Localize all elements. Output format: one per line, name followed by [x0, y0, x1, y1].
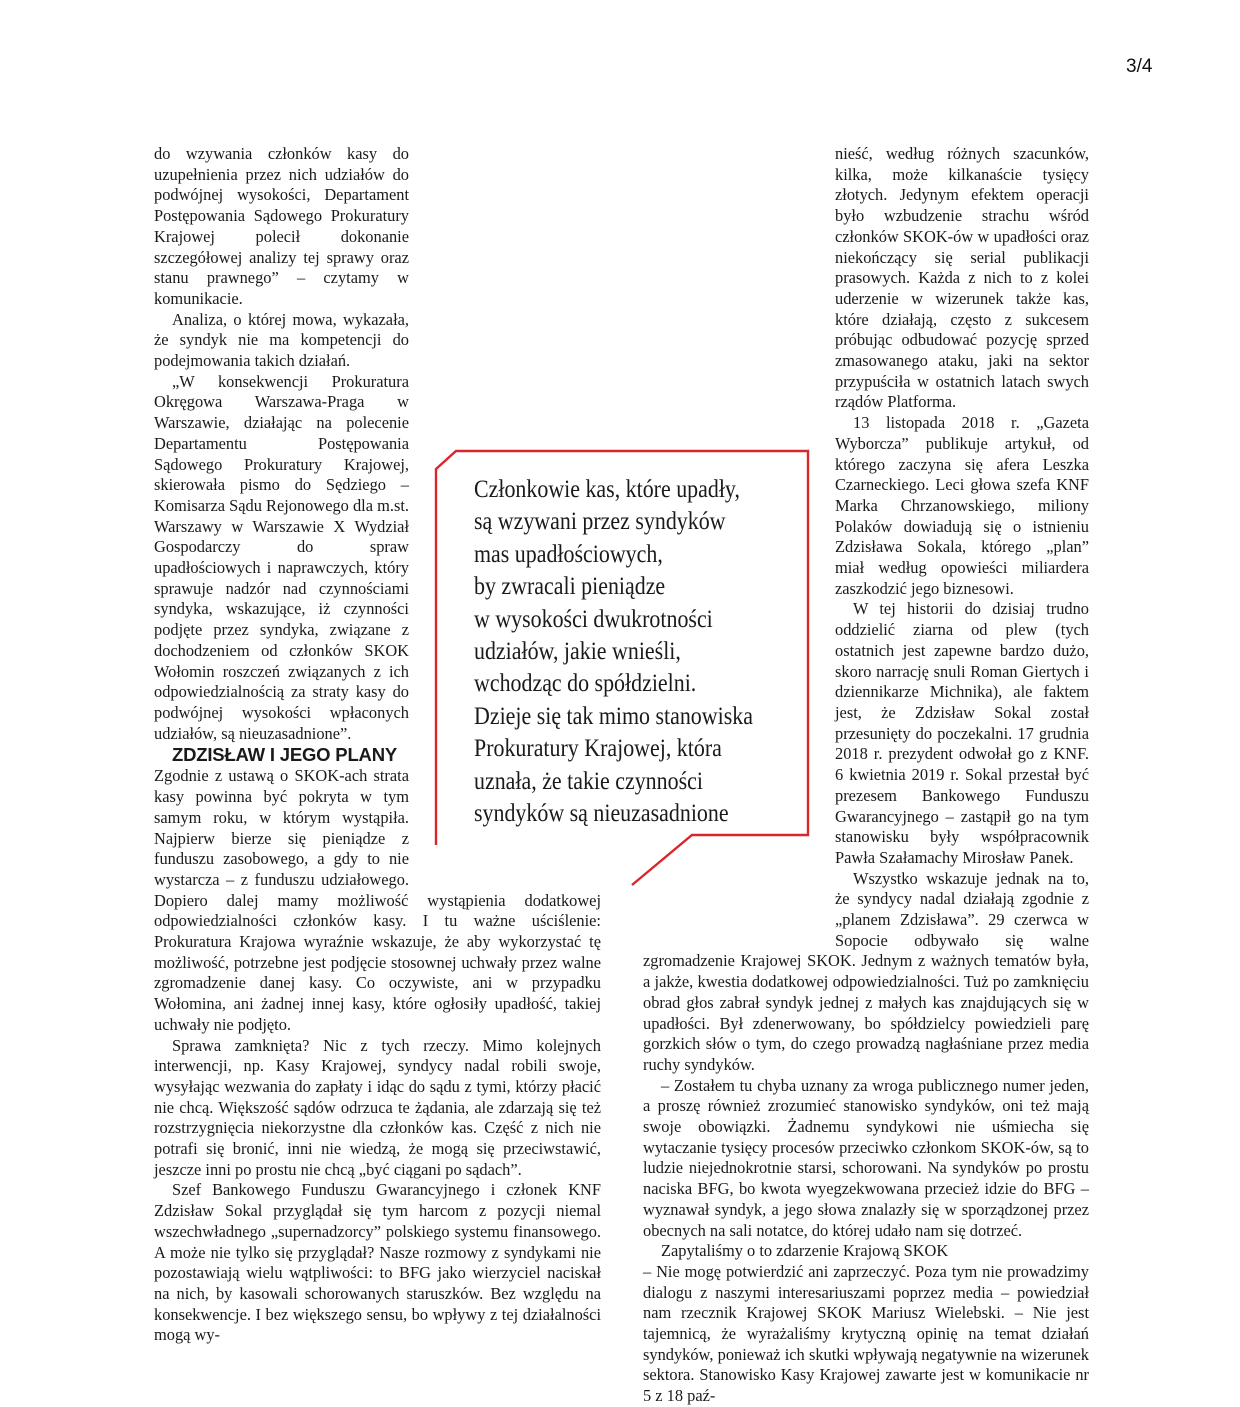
paragraph: Zapytaliśmy o to zdarzenie Krajową SKOK — [661, 1241, 949, 1261]
paragraph: 13 listopada 2018 r. „Gazeta Wyborcza” publikuje artykuł, od którego zaczyna się afera Leszka Czarneckiego. Leci głowa szefa KNF Marka Chrzanowskiego, miliony Polaków dowiadują się o istnieniu Zdzisława Sokala, którego „plan” miał według opowieści miliardera zaszkodzić jego biznesowi. — [835, 413, 1089, 598]
paragraph: Zgodnie z ustawą o SKOK-ach strata kasy powinna być pokryta w tym samym roku, w którym wystąpiła. Najpierw bierze się pieniądze z funduszu zasobowego, a gdy to nie wystarcza – z funduszu udziałowego. Dopiero dalej mamy możliwość wystąpienia dodatkowej odpowiedzialności członków kasy. I tu ważne uściślenie: Prokuratura Krajowa wyraźnie wskazuje, że aby wykorzystać tę możliwość, potrzebne jest podjęcie stosownej uchwały przez walne zgromadzenie danej kasy. Co oczywiste, ani w przypadku Wołomina, ani żadnej innej kasy, które ogłosiły upadłość, takiej uchwały nie podjęto. — [154, 766, 601, 1034]
section-heading: ZDZISŁAW I JEGO PLANY — [172, 744, 398, 766]
paragraph: Wszystko wskazuje jednak na to, że syndycy nadal działają zgodnie z „planem Zdzisława”. 29 czerwca w Sopocie odbywało się walne zgromadzenie Krajowej SKOK. Jednym z ważnych tematów była, a jakże, kwestia dodatkowej odpowiedzialności. Tuż po zamknięciu obrad głos zabrał syndyk jednej z małych kas znajdujących się w upadłości. Był zdenerwowany, bo spółdzielcy powiedzieli parę gorzkich słów o tym, do czego prowadzą nagłaśniane przez media ruchy syndyków. — [643, 868, 1089, 1074]
paragraph: – Nie mogę potwierdzić ani zaprzeczyć. Poza tym nie prowadzimy dialogu z naszymi interesariuszami poprzez media – powiedział nam rzecznik Krajowej SKOK Mariusz Wielebski. – Nie jest tajemnicą, że wyrażaliśmy krytyczną opinię na temat działań syndyków, ponieważ ich skutki wpływają negatywnie na wizerunek sektora. Stanowisko Kasy Krajowej zawarte jest w komunikacie nr 5 z 18 paź- — [643, 1261, 1089, 1406]
paragraph: do wzywania członków kasy do uzupełnienia przez nich udziałów do podwójnej wysokości, Departament Postępowania Sądowego Prokuratury Krajowej polecił dokonanie szczegółowej analizy tej sprawy oraz stanu prawnego” – czytamy w komunikacie. — [154, 144, 409, 308]
paragraph: Sprawa zamknięta? Nic z tych rzeczy. Mimo kolejnych interwencji, np. Kasy Krajowej, syndycy nadal robili swoje, wysyłając wezwania do zapłaty i idąc do sądu z tymi, którzy płacić nie chcą. Większość sądów odrzuca te żądania, ale zdarzają się też rozstrzygnięcia niekorzystne dla członków kas. Część z nich nie potrafi się bronić, inni nie wiedzą, że mogą się przeciwstawić, jeszcze inni po prostu nie chcą „być ciągani po sądach”. — [154, 1035, 601, 1179]
pull-quote-text: Członkowie kas, które upadły, są wzywani przez syndyków mas upadłościowych, by zwracali pieniądze w wysokości dwukrotności udziałów, jakie wnieśli, wchodząc do spółdzielni. Dzieje się tak mimo stanowiska Prokuratury Krajowej, która uznała, że takie czynności syndyków są nieuzasadnione — [474, 474, 753, 828]
paragraph: W tej historii do dzisiaj trudno oddzielić ziarna od plew (tych ostatnich jest zapewne bardzo dużo, skoro narrację snuli Roman Giertych i dziennikarze Michnika), ale faktem jest, że Zdzisław Sokal został przesunięty do poczekalni. 17 grudnia 2018 r. prezydent odwołał go z KNF. 6 kwietnia 2019 r. Sokal przestał być prezesem Bankowego Funduszu Gwarancyjnego – zastąpił go na tym stanowisku były współpracownik Pawła Szałamachy Mirosław Panek. — [835, 599, 1089, 867]
paragraph: Szef Bankowego Funduszu Gwarancyjnego i członek KNF Zdzisław Sokal przyglądał się tym harcom z pozycji niemal wszechwładnego „supernadzorcy” polskiego systemu finansowego. A może nie tylko się przyglądał? Nasze rozmowy z syndykami nie pozostawiają wielu wątpliwości: to BFG jako wierzyciel naciskał na nich, by kasowali schorowanych staruszków. Bez względu na konsekwencje. I bez większego sensu, bo wpływy z tej działalności mogą wy- — [154, 1180, 601, 1345]
paragraph: nieść, według różnych szacunków, kilka, może kilkanaście tysięcy złotych. Jedynym efektem operacji było wzbudzenie strachu wśród członków SKOK-ów w upadłości oraz niekończący się serial publikacji prasowych. Każda z nich to z kolei uderzenie w wizerunek także kas, które działają, często z sukcesem próbując odbudować pozycję sprzed zmasowanego ataku, jaki na sektor przypuściła w ostatnich latach swych rządów Platforma. — [835, 144, 1089, 412]
page-number: 3/4 — [1126, 56, 1153, 77]
paragraph: Analiza, o której mowa, wykazała, że syndyk nie ma kompetencji do podejmowania takich działań. — [154, 309, 409, 371]
paragraph: – Zostałem tu chyba uznany za wroga publicznego numer jeden, a proszę również zrozumieć stanowisko syndyków, oni też mają swoje obowiązki. Żadnemu syndykowi nie uśmiecha się wytaczanie tysięcy procesów przeciwko członkom SKOK-ów, są to ludzie niejednokrotnie starsi, schorowani. Na syndyków po prostu naciska BFG, bo kwota wyegzekwowana przecież idzie do BFG – wyznawał syndyk, a jego słowa znalazły się w sporządzonej przez obecnych na sali notatce, do której udało nam się dotrzeć. — [643, 1075, 1089, 1240]
paragraph: „W konsekwencji Prokuratura Okręgowa Warszawa-Praga w Warszawie, działając na polecenie Departamentu Postępowania Sądowego Prokuratury Krajowej, skierowała pismo do Sędziego – Komisarza Sądu Rejonowego dla m.st. Warszawy w Warszawie X Wydział Gospodarczy do spraw upadłościowych i naprawczych, który sprawuje nadzór nad czynnościami syndyka, wskazujące, iż czynności podjęte przez syndyka, związane z dochodzeniem od członków SKOK Wołomin roszczeń związanych z ich odpowiedzialnością za straty kasy do podwójnej wysokości wpłaconych udziałów, są nieuzasadnione”. — [154, 371, 409, 743]
pull-quote — [432, 447, 810, 887]
